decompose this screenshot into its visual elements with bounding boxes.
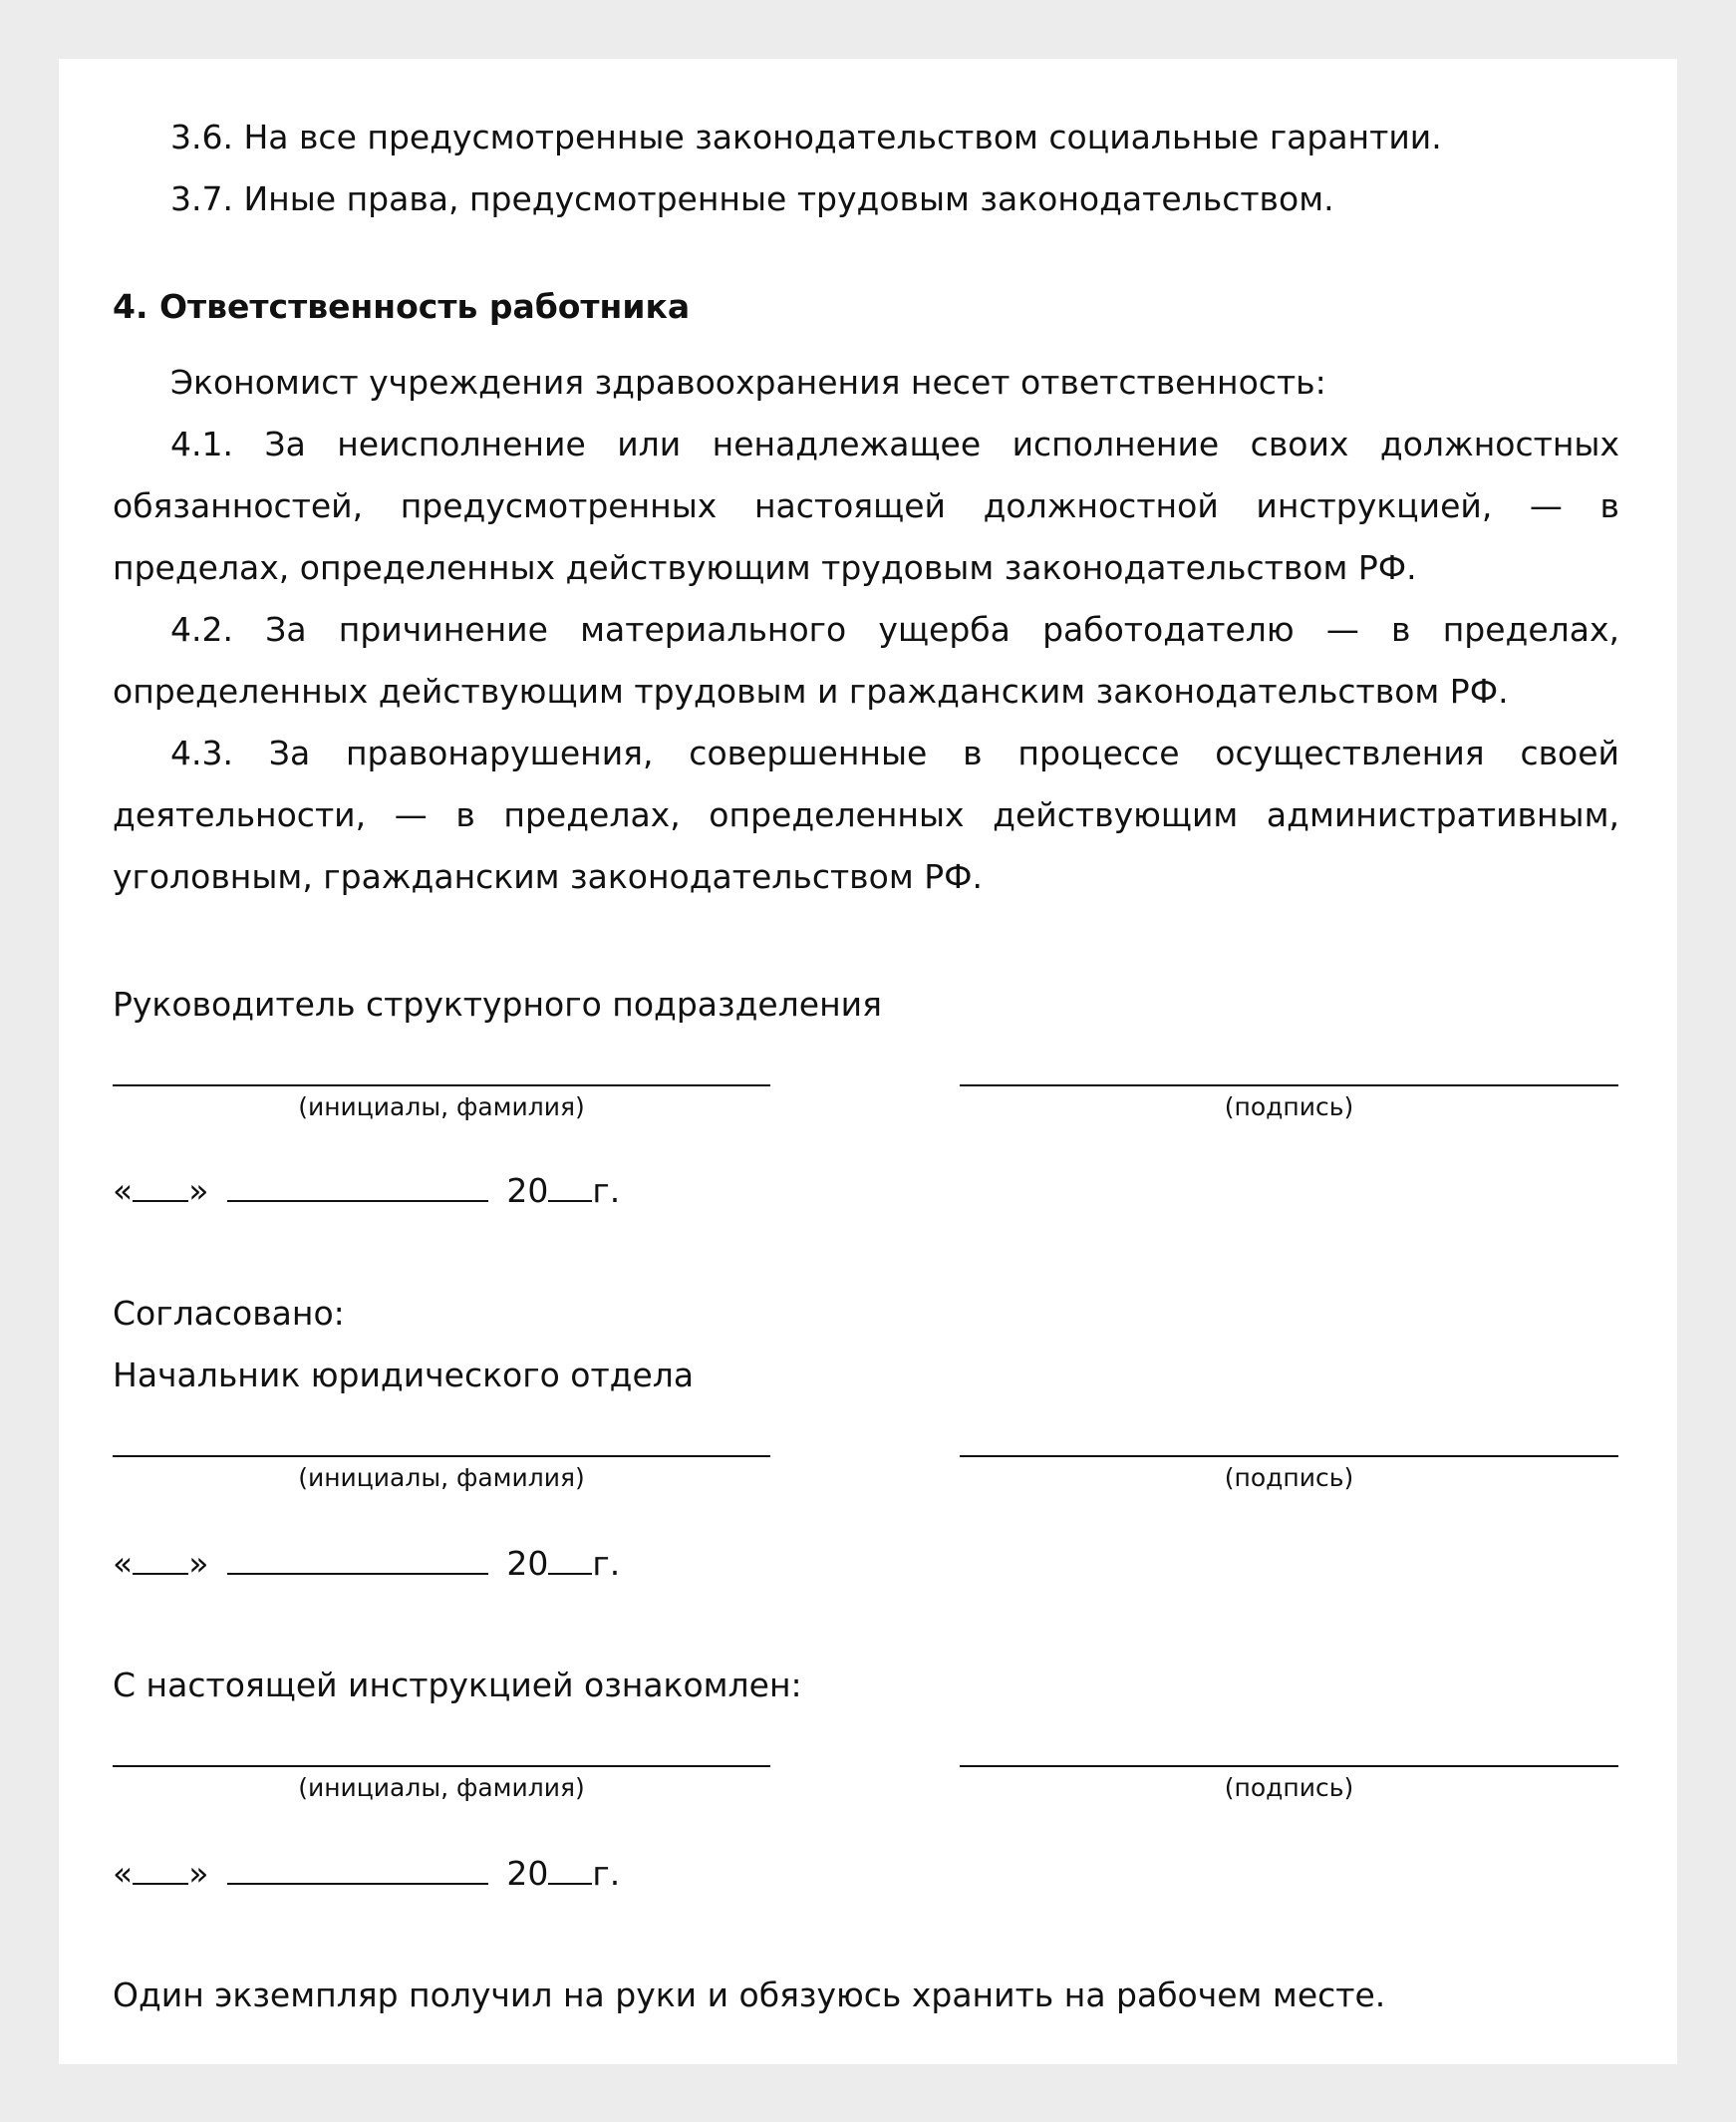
date-century: 20 — [506, 1544, 549, 1583]
responsibility-item-4-2: 4.2. За причинение материального ущерба работодателю — в пределах, определенных действующим трудовым и гражданским законодательством РФ. — [113, 610, 1619, 711]
section-heading-responsibility: 4. Ответственность работника — [113, 287, 691, 326]
signature-caption: (подпись) — [1224, 1463, 1354, 1492]
date-close-quote: » — [188, 1544, 209, 1583]
name-caption: (инициалы, фамилия) — [298, 1463, 585, 1492]
month-blank[interactable] — [227, 1166, 488, 1202]
signature-line[interactable] — [960, 1765, 1618, 1767]
date-close-quote: » — [188, 1171, 209, 1210]
date-open-quote: « — [113, 1854, 134, 1893]
signature-line[interactable] — [960, 1084, 1618, 1086]
date-close-quote: » — [188, 1854, 209, 1893]
month-blank[interactable] — [227, 1849, 488, 1885]
name-caption: (инициалы, фамилия) — [298, 1773, 585, 1802]
day-blank[interactable] — [133, 1539, 188, 1575]
month-blank[interactable] — [227, 1539, 488, 1575]
date-year-suffix: г. — [592, 1854, 621, 1893]
date-open-quote: « — [113, 1171, 134, 1210]
responsibility-item-4-1: 4.1. За неисполнение или ненадлежащее исполнение своих должностных обязанностей, предусмотренных настоящей должностной инструкцией, — в пределах, определенных действующим трудовым законодательством РФ. — [113, 425, 1619, 587]
date-century: 20 — [506, 1854, 549, 1893]
copy-received-note: Один экземпляр получил на руки и обязуюсь хранить на рабочем месте. — [113, 1975, 1386, 2014]
signature-caption: (подпись) — [1224, 1773, 1354, 1802]
year-blank[interactable] — [548, 1166, 592, 1202]
name-signature-line[interactable] — [113, 1765, 770, 1767]
responsibility-item-4-3: 4.3. За правонарушения, совершенные в процессе осуществления своей деятельности, — в пределах, определенных действующим административным, уголовным, гражданским законодательством РФ. — [113, 734, 1619, 896]
name-signature-line[interactable] — [113, 1084, 770, 1086]
date-century: 20 — [506, 1171, 549, 1210]
signature-line[interactable] — [960, 1455, 1618, 1457]
year-blank[interactable] — [548, 1849, 592, 1885]
head-of-department-label: Руководитель структурного подразделения — [113, 985, 882, 1024]
name-caption: (инициалы, фамилия) — [298, 1092, 585, 1121]
legal-department-head-label: Начальник юридического отдела — [113, 1356, 695, 1394]
date-year-suffix: г. — [592, 1171, 621, 1210]
rights-item-3-6: 3.6. На все предусмотренные законодательством социальные гарантии. — [170, 118, 1442, 156]
signature-caption: (подпись) — [1224, 1092, 1354, 1121]
acquainted-label: С настоящей инструкцией ознакомлен: — [113, 1666, 802, 1704]
rights-item-3-7: 3.7. Иные права, предусмотренные трудовым законодательством. — [170, 179, 1334, 218]
date-row — [113, 1539, 620, 1583]
day-blank[interactable] — [133, 1849, 188, 1885]
document-page — [59, 59, 1677, 2064]
date-year-suffix: г. — [592, 1544, 621, 1583]
date-row — [113, 1849, 620, 1893]
year-blank[interactable] — [548, 1539, 592, 1575]
responsibility-intro: Экономист учреждения здравоохранения несет ответственность: — [170, 363, 1326, 402]
date-row — [113, 1166, 620, 1210]
agreed-label: Согласовано: — [113, 1294, 345, 1333]
name-signature-line[interactable] — [113, 1455, 770, 1457]
date-open-quote: « — [113, 1544, 134, 1583]
day-blank[interactable] — [133, 1166, 188, 1202]
